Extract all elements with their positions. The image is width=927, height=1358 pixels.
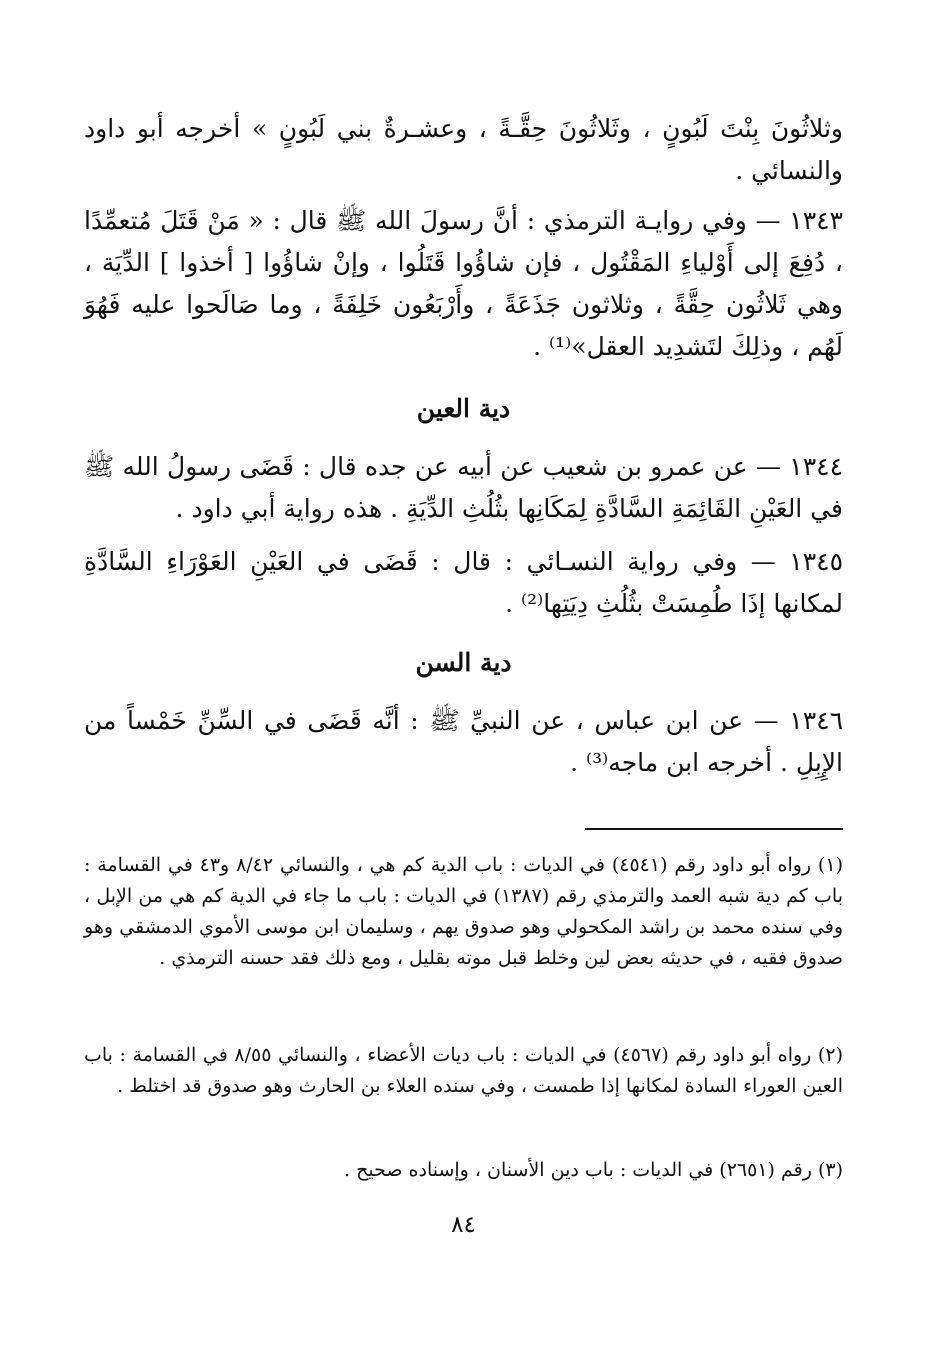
paragraph-1345: ١٣٤٥ — وفي رواية النسـائي : قال : قَضَى في العَيْنِ العَوْرَاءِ السَّادَّةِ لمكانها إذَا طُمِسَتْ بثُلُثِ دِيَتِها⁽²⁾ . <box>84 547 843 618</box>
paragraph-continuation: وثلاثُونَ بِنْتَ لَبُونٍ ، وثَلاثُونَ حِقَّـةً ، وعشـرةٌ بني لَبُونٍ » أخرجه أبو داود والنسائي . <box>84 114 843 185</box>
paragraph-1344: ١٣٤٤ — عن عمرو بن شعيب عن أبيه عن جده قال : قَضَى رسولُ الله ﷺ في العَيْنِ القَائِمَةِ السَّادَّةِ لِمَكَانِها بثُلُثِ الدِّيَةِ . هذه رواية أبي داود . <box>84 452 843 523</box>
footnote-3: (٣) رقم (٢٦٥١) في الديات : باب دين الأسنان ، وإسناده صحيح . <box>344 1159 843 1181</box>
page-number: ٨٤ <box>451 1212 476 1238</box>
heading-tooth-blood-money: دية السن <box>415 648 512 677</box>
footnote-separator <box>585 828 843 830</box>
heading-eye-blood-money: دية العين <box>416 394 511 423</box>
paragraph-1346: ١٣٤٦ — عن ابن عباس ، عن النبيِّ ﷺ : أنَّه قَضَى في السِّنِّ خَمْساً من الإِبِلِ . أخرجه ابن ماجه⁽³⁾ . <box>84 706 843 777</box>
footnote-2: (٢) رواه أبو داود رقم (٤٥٦٧) في الديات : باب ديات الأعضاء ، والنسائي ٨/٥٥ في القسامة : باب العين العوراء السادة لمكانها إذا طمست ، وفي سنده العلاء بن الحارث وهو صدوق قد اختلط . <box>84 1044 843 1097</box>
footnote-1: (١) رواه أبو داود رقم (٤٥٤١) في الديات : باب الدية كم هي ، والنسائي ٨/٤٢ و٤٣ في القسامة : باب كم دية شبه العمد والترمذي رقم (١٣٨٧) في الديات : باب ما جاء في الدية كم هي من الإبل ، وفي سنده محمد بن راشد المكحولي وهو صدوق يهم ، وسليمان ابن موسى الأموي الدمشقي وهو صدوق فقيه ، في حديثه بعض لين وخلط قبل موته بقليل ، ومع ذلك فقد حسنه الترمذي . <box>84 854 844 969</box>
paragraph-1343: ١٣٤٣ — وفي روايـة الترمذي : أنَّ رسولَ الله ﷺ قال : « مَنْ قَتَلَ مُتعمِّدًا ، دُفِعَ إلى أَوْلياءِ المَقْتُول ، فإن شاؤُوا قَتَلُوا ، وإنْ شاؤُوا [ أخذوا ] الدِّيَة ، وهي ثَلاثُون حِقَّةً ، وثلاثون جَذَعَةً ، وأَرْبَعُون خَلِفَةً ، وما صَالَحوا عليه فَهُوَ لَهُم ، وذلِكَ لتَشدِيد العقل»⁽¹⁾ . <box>84 206 843 361</box>
